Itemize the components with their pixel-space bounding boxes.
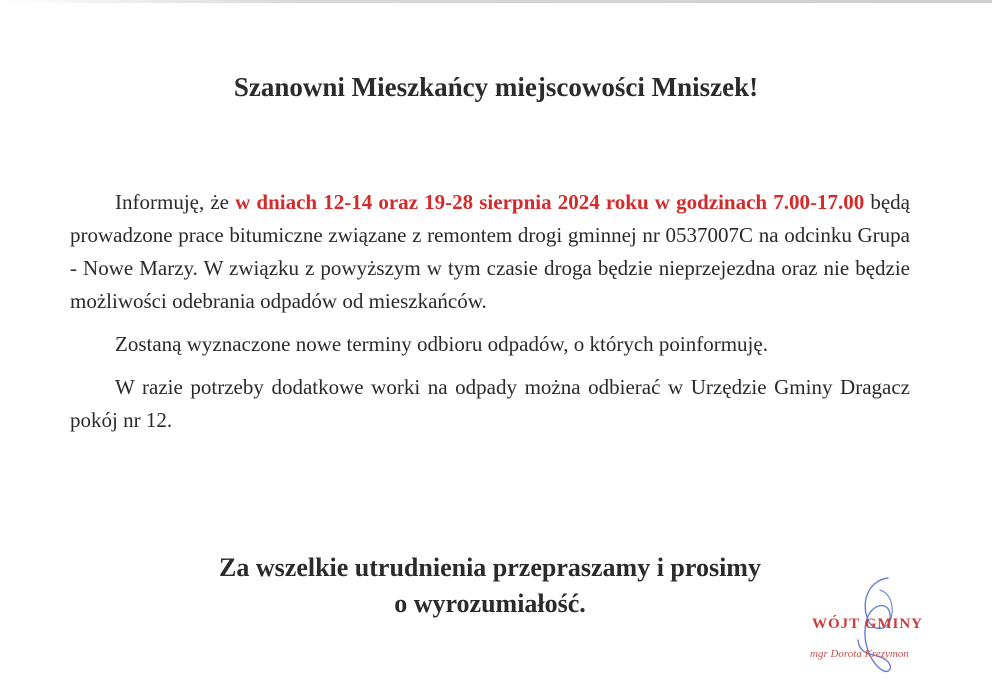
closing-line-1: Za wszelkie utrudnienia przepraszamy i prosimy [219, 553, 761, 582]
paragraph-extra-bags: W razie potrzeby dodatkowe worki na odpady można odbierać w Urzędzie Gminy Dragacz pokój nr 12. [70, 375, 910, 432]
paragraph-details: będą prowadzone prace bitumiczne związane z remontem drogi gminnej nr 0537007C na odcinku Grupa - Nowe Marzy. W związku z powyższym w tym czasie droga będzie nieprzejezdna oraz nie będzie możliwości odebrania odpadów od mieszkańców. [70, 190, 910, 313]
top-edge-line [0, 0, 992, 3]
official-stamp [790, 570, 960, 680]
paragraph-intro: Informuję, że [115, 190, 236, 214]
stamp-office: WÓJT GMINY [812, 616, 923, 632]
stamp-name: mgr Dorota Krezymon [810, 648, 909, 660]
paragraph-works-notice [70, 186, 910, 318]
date-time-highlight: w dniach 12-14 oraz 19-28 sierpnia 2024 roku w godzinach 7.00-17.00 [235, 190, 865, 214]
closing-line-2: o wyrozumiałość. [394, 589, 586, 618]
paragraph-new-dates: Zostaną wyznaczone nowe terminy odbioru odpadów, o których poinformuję. [115, 332, 768, 356]
announcement-body [70, 186, 910, 447]
announcement-title: Szanowni Mieszkańcy miejscowości Mniszek! [233, 72, 759, 102]
